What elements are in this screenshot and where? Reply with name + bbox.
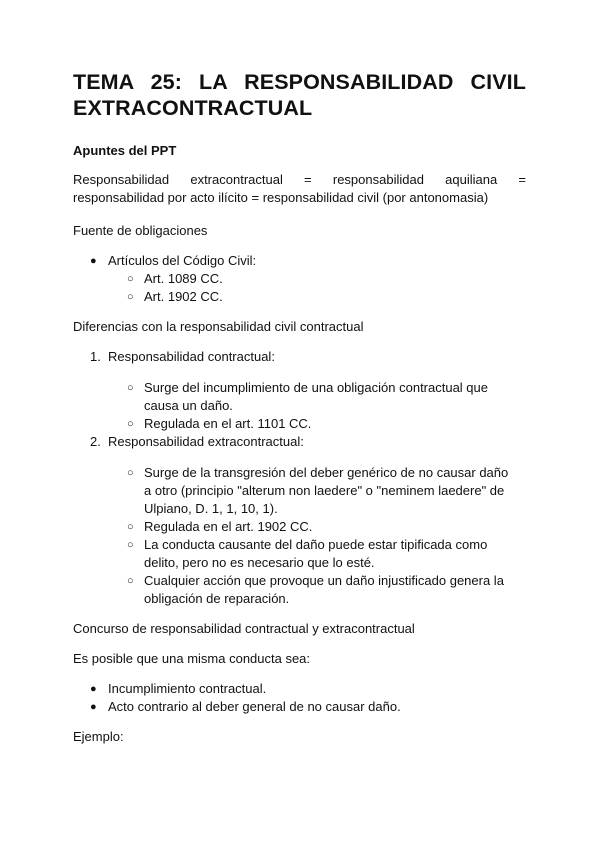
list-item <box>73 252 526 270</box>
list-subitem <box>73 572 526 608</box>
list-subitem <box>73 536 526 572</box>
list-spacer <box>73 366 526 379</box>
list-spacer <box>73 451 526 464</box>
circle-bullet-icon: ○ <box>127 273 134 285</box>
list-subitem <box>73 518 526 536</box>
list-subitem-label: Regulada en el art. 1902 CC. <box>144 519 313 534</box>
circle-bullet-icon: ○ <box>127 382 134 394</box>
diferencias-heading: Diferencias con la responsabilidad civil contractual <box>73 319 364 334</box>
list-subitem-label: La conducta causante del daño puede estar tipificada como delito, pero no es necesario que lo esté. <box>144 537 488 570</box>
section-subtitle: Apuntes del PPT <box>73 143 177 158</box>
list-item-label: Incumplimiento contractual. <box>108 681 267 696</box>
document-title <box>73 69 526 121</box>
intro-line-2: responsabilidad por acto ilícito = responsabilidad civil (por antonomasia) <box>73 190 489 205</box>
bullet-icon: ● <box>90 683 97 695</box>
list-subitem <box>73 415 526 433</box>
list-subitem <box>73 379 526 415</box>
fuente-list <box>73 252 526 306</box>
item-number: 2. <box>90 434 101 449</box>
list-subitem-label: Regulada en el art. 1101 CC. <box>144 416 312 431</box>
posible-paragraph: Es posible que una misma conducta sea: <box>73 651 311 666</box>
circle-bullet-icon: ○ <box>127 521 134 533</box>
numbered-item <box>73 348 526 366</box>
bullet-icon: ● <box>90 701 97 713</box>
list-item <box>73 698 526 716</box>
list-subitem-label: Cualquier acción que provoque un daño injustificado genera la obligación de reparación. <box>144 573 504 606</box>
posible-list <box>73 680 526 716</box>
ejemplo-label: Ejemplo: <box>73 729 124 744</box>
list-subitem <box>73 270 526 288</box>
numbered-item <box>73 433 526 451</box>
concurso-heading: Concurso de responsabilidad contractual y extracontractual <box>73 621 415 636</box>
numbered-item-label: Responsabilidad contractual: <box>108 349 275 364</box>
intro-line-1: Responsabilidad extracontractual = responsabilidad aquiliana = <box>73 172 526 187</box>
fuente-heading: Fuente de obligaciones <box>73 223 208 238</box>
list-subitem <box>73 464 526 518</box>
list-subitem-label: Art. 1902 CC. <box>144 289 223 304</box>
circle-bullet-icon: ○ <box>127 291 134 303</box>
list-subitem <box>73 288 526 306</box>
circle-bullet-icon: ○ <box>127 539 134 551</box>
list-subitem-label: Surge de la transgresión del deber genérico de no causar daño a otro (principio "alterum non laedere" o "neminem laedere" de Ulpiano, D. 1, 1, 10, 1). <box>144 465 509 516</box>
numbered-item-label: Responsabilidad extracontractual: <box>108 434 304 449</box>
title-line-1: TEMA 25: LA RESPONSABILIDAD CIVIL <box>73 70 526 94</box>
list-item-label: Artículos del Código Civil: <box>108 253 257 268</box>
diferencias-list <box>73 348 526 608</box>
item-number: 1. <box>90 349 101 364</box>
circle-bullet-icon: ○ <box>127 418 134 430</box>
title-line-2: EXTRACONTRACTUAL <box>73 96 313 120</box>
list-item-label: Acto contrario al deber general de no causar daño. <box>108 699 401 714</box>
list-subitem-label: Art. 1089 CC. <box>144 271 223 286</box>
circle-bullet-icon: ○ <box>127 575 134 587</box>
list-item <box>73 680 526 698</box>
list-subitem-label: Surge del incumplimiento de una obligación contractual que causa un daño. <box>144 380 488 413</box>
circle-bullet-icon: ○ <box>127 467 134 479</box>
bullet-icon: ● <box>90 255 97 267</box>
intro-paragraph <box>73 171 526 207</box>
